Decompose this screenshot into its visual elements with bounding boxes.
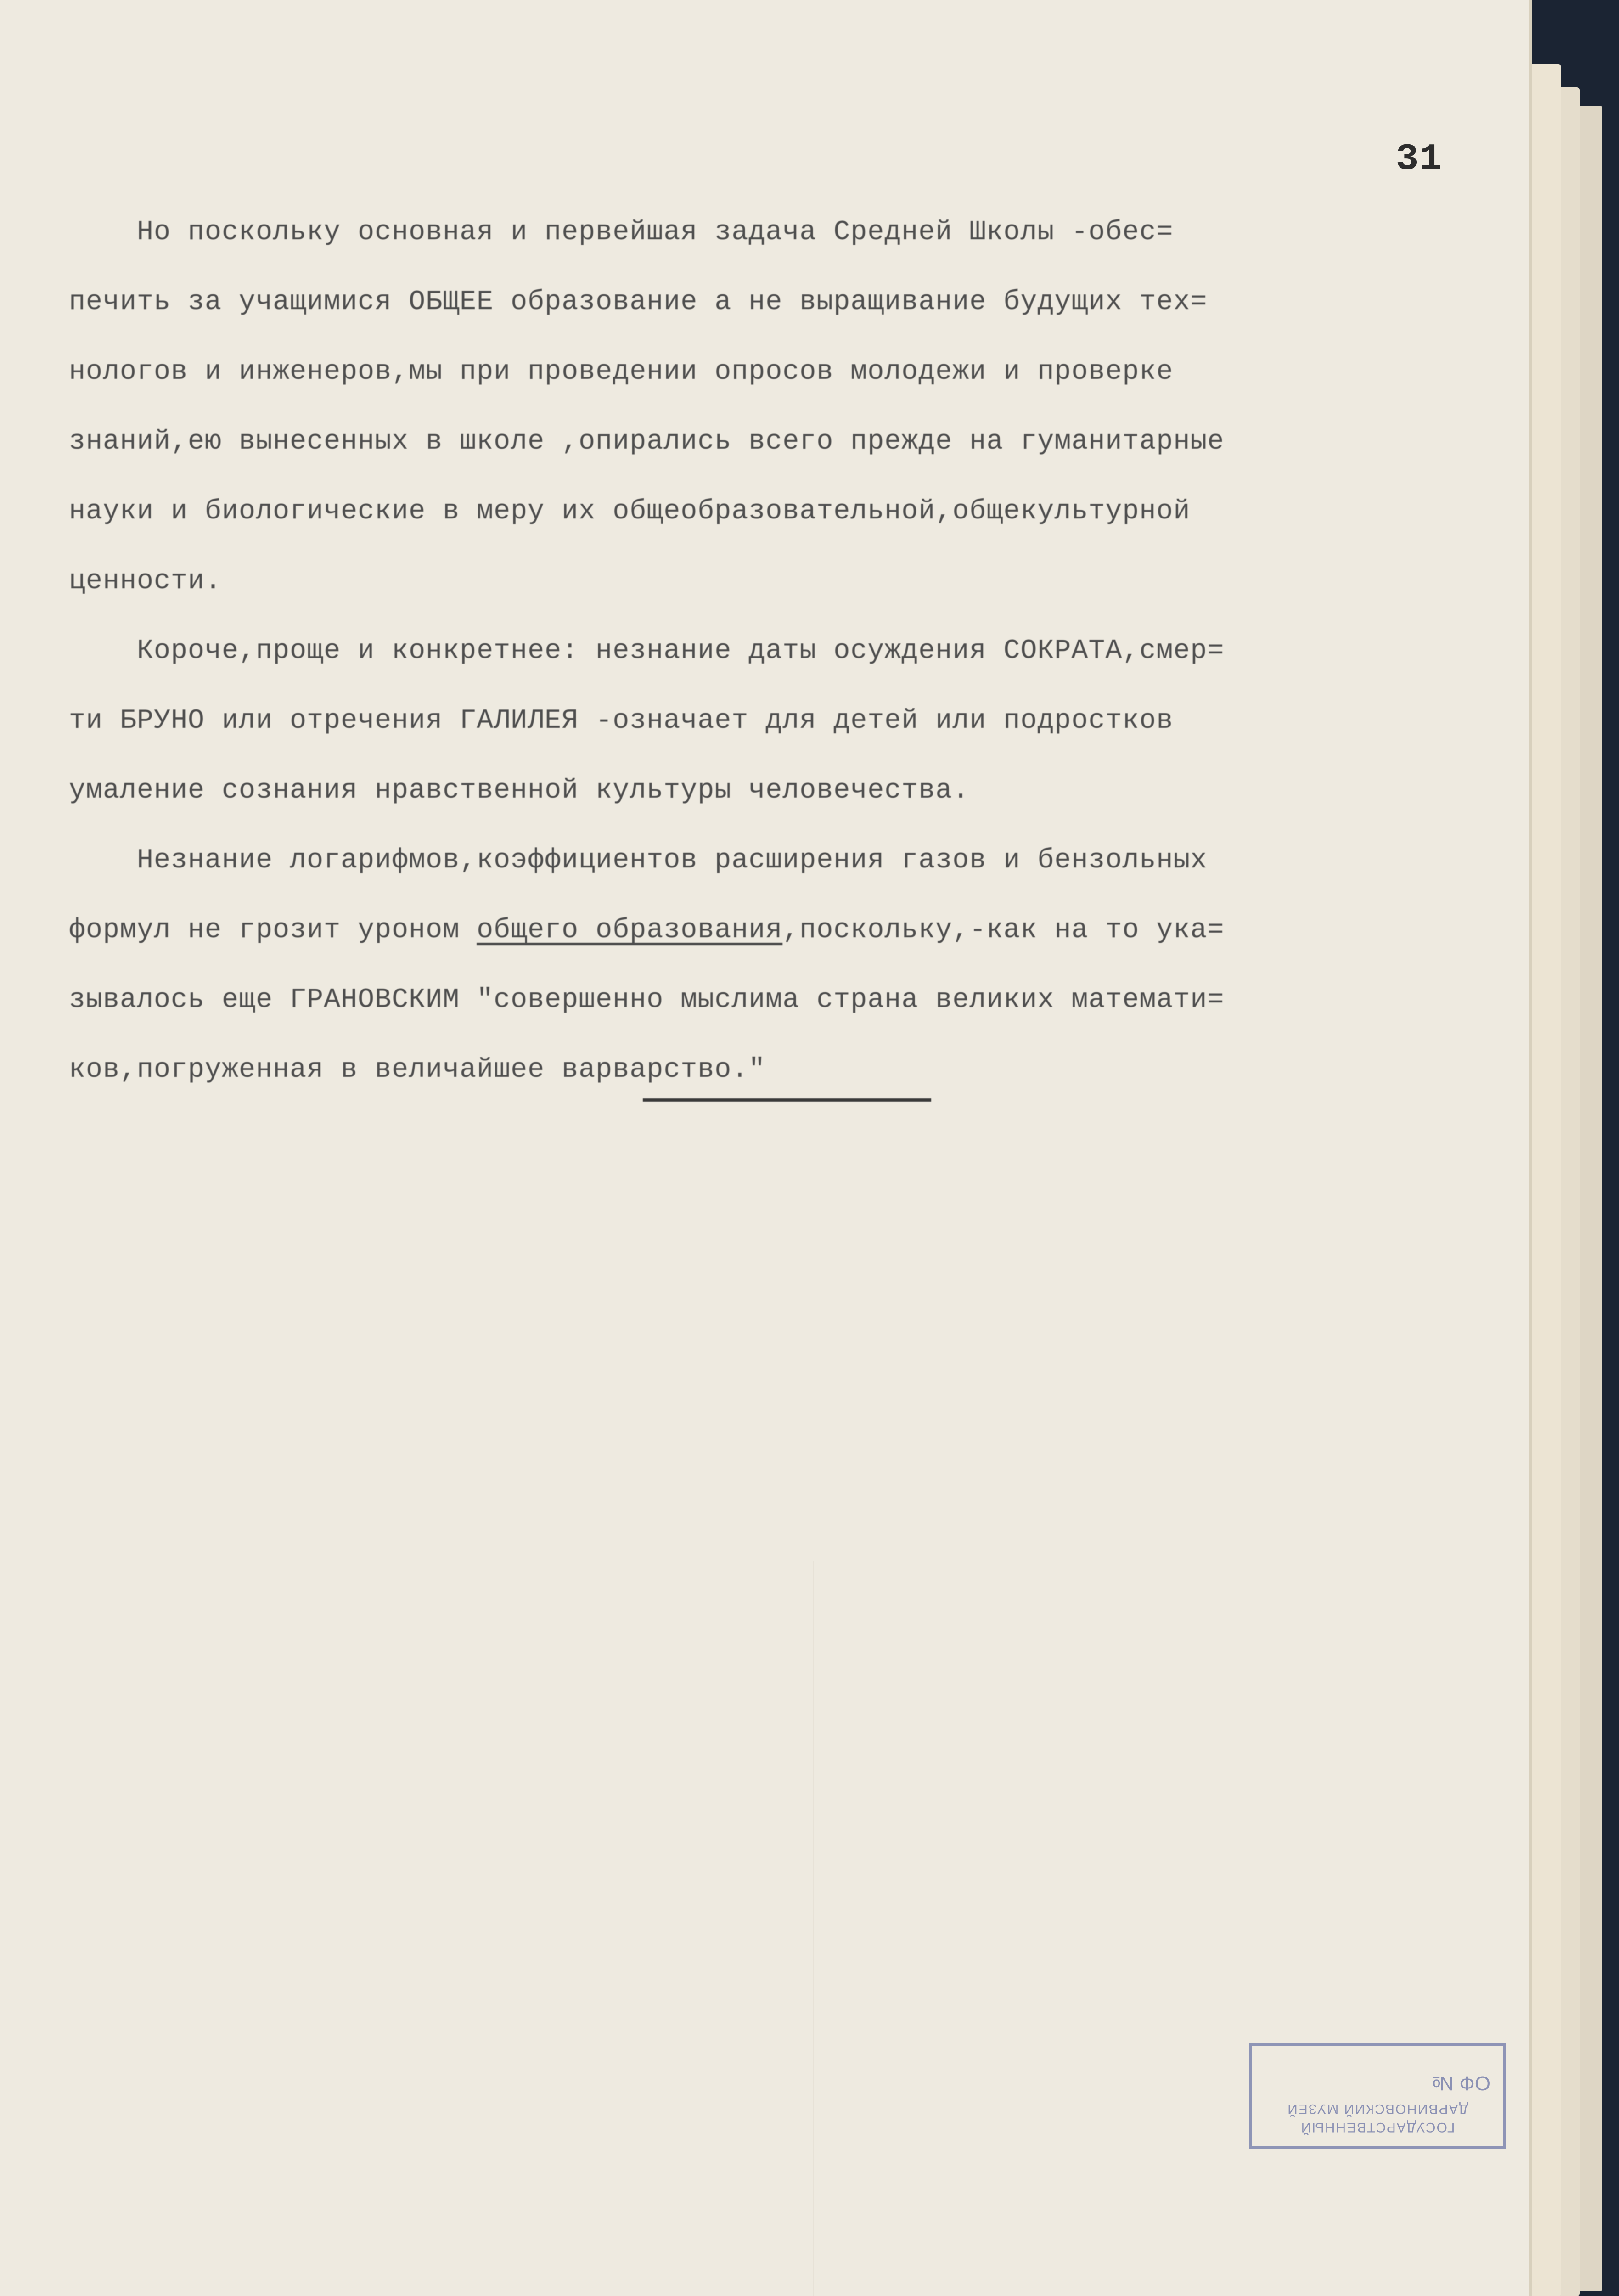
underlined-phrase: общего образования [477,915,783,946]
text-fragment: ,поскольку,-как на то ука= [782,915,1225,946]
text-line: науки и биологические в меру их общеобразовательной,общекультурной [69,496,1191,527]
text-line [69,895,1515,965]
text-fragment: формул не грозит уроном [69,915,477,946]
text-line: знаний,ею вынесенных в школе ,опирались всего прежде на гуманитарные [69,426,1225,457]
text-line: печить за учащимися ОБЩЕЕ образование а не выращивание будущих тех= [69,287,1208,318]
text-line: зывалось еще ГРАНОВСКИМ "совершенно мыслима страна великих математи= [69,985,1225,1016]
text-line: умаление сознания нравственной культуры человечества. [69,775,970,806]
text-line: ков,погруженная в величайшее варварство." [69,1054,766,1086]
stamp-number: ОФ № [1432,2072,1490,2094]
text-line: Но поскольку основная и первейшая задача Средней Школы -обес= [69,217,1174,248]
text-line: Короче,проще и конкретнее: незнание даты осуждения СОКРАТА,смер= [69,636,1225,667]
text-line: ти БРУНО или отречения ГАЛИЛЕЯ -означает для детей или подростков [69,705,1174,737]
page-number: 31 [1396,138,1443,180]
closing-rule [643,1098,931,1102]
text-line: ценности. [69,566,222,597]
museum-stamp [1249,2043,1506,2149]
stamp-line: ДАРВИНОВСКИЙ МУЗЕЙ [1287,2101,1468,2116]
stamp-line: ГОСУДАРСТВЕННЫЙ [1300,2120,1455,2135]
text-line: нологов и инженеров,мы при проведении опросов молодежи и проверке [69,356,1174,388]
text-line: Незнание логарифмов,коэффициентов расширения газов и бензольных [69,845,1208,876]
typed-text-body [69,197,1515,1105]
